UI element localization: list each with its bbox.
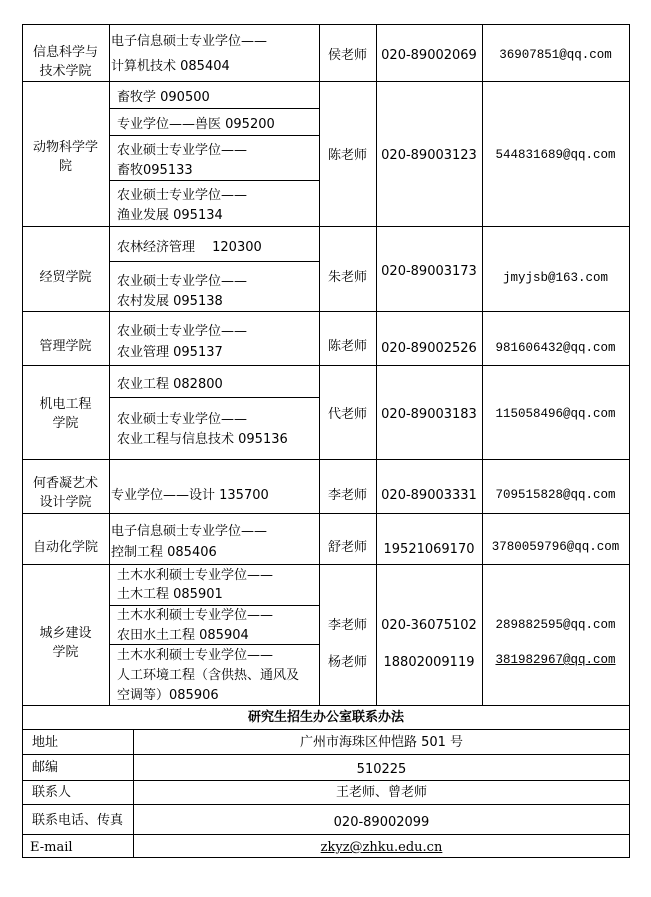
row-border-bottom	[22, 857, 630, 858]
contact-email: jmyjsb@163.com	[502, 271, 609, 285]
college-name: 学院	[52, 416, 79, 431]
major-text: 农业硕士专业学位——	[117, 324, 248, 339]
office-phone: 020-89002099	[333, 815, 430, 830]
office-address: 广州市海珠区仲恺路 501 号	[299, 735, 464, 750]
office-label: 地址	[32, 735, 59, 750]
office-section-title: 研究生招生办公室联系办法	[247, 710, 404, 725]
major-text: 渔业发展 095134	[117, 208, 223, 223]
contact-name: 舒老师	[327, 540, 367, 555]
major-text: 畜牧095133	[117, 163, 193, 178]
major-text: 电子信息硕士专业学位——	[111, 524, 268, 539]
subrow-border	[109, 397, 319, 398]
contact-name: 陈老师	[327, 339, 367, 354]
major-text: 土木水利硕士专业学位——	[117, 608, 274, 623]
subrow-border	[109, 261, 319, 262]
contact-email: 981606432@qq.com	[495, 341, 616, 355]
major-text: 专业学位——设计 135700	[111, 488, 269, 503]
row-border	[22, 754, 630, 755]
major-text: 农林经济管理 120300	[117, 240, 262, 255]
contact-name: 朱老师	[327, 270, 367, 285]
major-text: 电子信息硕士专业学位——	[111, 34, 268, 49]
contact-phone: 020-89003123	[381, 148, 477, 163]
contact-phone: 19521069170	[383, 542, 475, 557]
contact-phone: 18802009119	[383, 655, 475, 670]
row-border	[22, 459, 630, 460]
contact-name: 陈老师	[327, 148, 367, 163]
row-border	[22, 804, 630, 805]
college-name: 学院	[52, 645, 79, 660]
contact-phone: 020-89003173	[381, 264, 477, 279]
row-border	[22, 226, 630, 227]
contact-name: 代老师	[327, 407, 367, 422]
row-border	[22, 729, 630, 730]
college-name: 设计学院	[39, 495, 92, 510]
contact-email: 709515828@qq.com	[495, 488, 616, 502]
major-text: 农业硕士专业学位——	[117, 143, 248, 158]
major-text: 土木水利硕士专业学位——	[117, 568, 274, 583]
college-name: 动物科学学	[32, 140, 98, 155]
contact-name: 李老师	[327, 618, 367, 633]
major-text: 专业学位——兽医 095200	[117, 117, 275, 132]
office-email-link[interactable]: zkyz@zhku.edu.cn	[320, 840, 443, 855]
contact-name: 杨老师	[327, 655, 367, 670]
college-name: 机电工程	[39, 397, 92, 412]
college-name: 管理学院	[39, 339, 92, 354]
office-label: 联系人	[32, 785, 72, 800]
college-name: 经贸学院	[39, 270, 92, 285]
contact-email: 3780059796@qq.com	[491, 540, 620, 554]
major-text: 农业硕士专业学位——	[117, 274, 248, 289]
contact-email: 544831689@qq.com	[495, 148, 616, 162]
major-text: 畜牧学 090500	[117, 90, 210, 105]
office-contact: 王老师、曾老师	[335, 785, 427, 800]
contact-phone: 020-89003331	[381, 488, 477, 503]
subrow-border	[109, 180, 319, 181]
office-label: E-mail	[30, 840, 73, 855]
college-name: 城乡建设	[39, 626, 92, 641]
contact-email: 289882595@qq.com	[495, 618, 616, 632]
row-border	[22, 311, 630, 312]
major-text: 农村发展 095138	[117, 294, 223, 309]
subrow-border	[109, 108, 319, 109]
college-name: 信息科学与	[32, 45, 98, 60]
contact-email-link[interactable]: 381982967@qq.com	[495, 653, 616, 667]
major-text: 农业硕士专业学位——	[117, 188, 248, 203]
college-name: 何香凝艺术	[32, 476, 98, 491]
subrow-border	[109, 135, 319, 136]
major-text: 农业硕士专业学位——	[117, 412, 248, 427]
major-text: 土木水利硕士专业学位——	[117, 648, 274, 663]
row-border	[22, 780, 630, 781]
major-text: 土木工程 085901	[117, 587, 223, 602]
row-border	[22, 834, 630, 835]
major-text: 计算机技术 085404	[111, 59, 230, 74]
contact-email: 36907851@qq.com	[499, 48, 612, 62]
office-label: 联系电话、传真	[32, 813, 124, 828]
row-border-top	[22, 24, 630, 25]
contact-name: 侯老师	[327, 48, 367, 63]
college-name: 院	[58, 159, 72, 174]
major-text: 控制工程 085406	[111, 545, 217, 560]
row-border	[22, 705, 630, 706]
major-text: 空调等）085906	[117, 688, 219, 703]
contact-name: 李老师	[327, 488, 367, 503]
contact-email: 115058496@qq.com	[495, 407, 616, 421]
office-label: 邮编	[32, 760, 59, 775]
row-border	[22, 81, 630, 82]
major-text: 农业工程与信息技术 095136	[117, 432, 288, 447]
major-text: 农田水土工程 085904	[117, 628, 249, 643]
contact-phone: 020-89002526	[381, 341, 477, 356]
major-text: 农业工程 082800	[117, 377, 223, 392]
major-text: 人工环境工程（含供热、通风及	[117, 668, 300, 683]
college-name: 自动化学院	[32, 540, 98, 555]
contact-phone: 020-89002069	[381, 48, 477, 63]
row-border	[22, 564, 630, 565]
office-postcode: 510225	[356, 762, 407, 777]
college-name: 技术学院	[39, 64, 92, 79]
contact-phone: 020-89003183	[381, 407, 477, 422]
contact-phone: 020-36075102	[381, 618, 477, 633]
row-border	[22, 513, 630, 514]
major-text: 农业管理 095137	[117, 345, 223, 360]
row-border	[22, 365, 630, 366]
